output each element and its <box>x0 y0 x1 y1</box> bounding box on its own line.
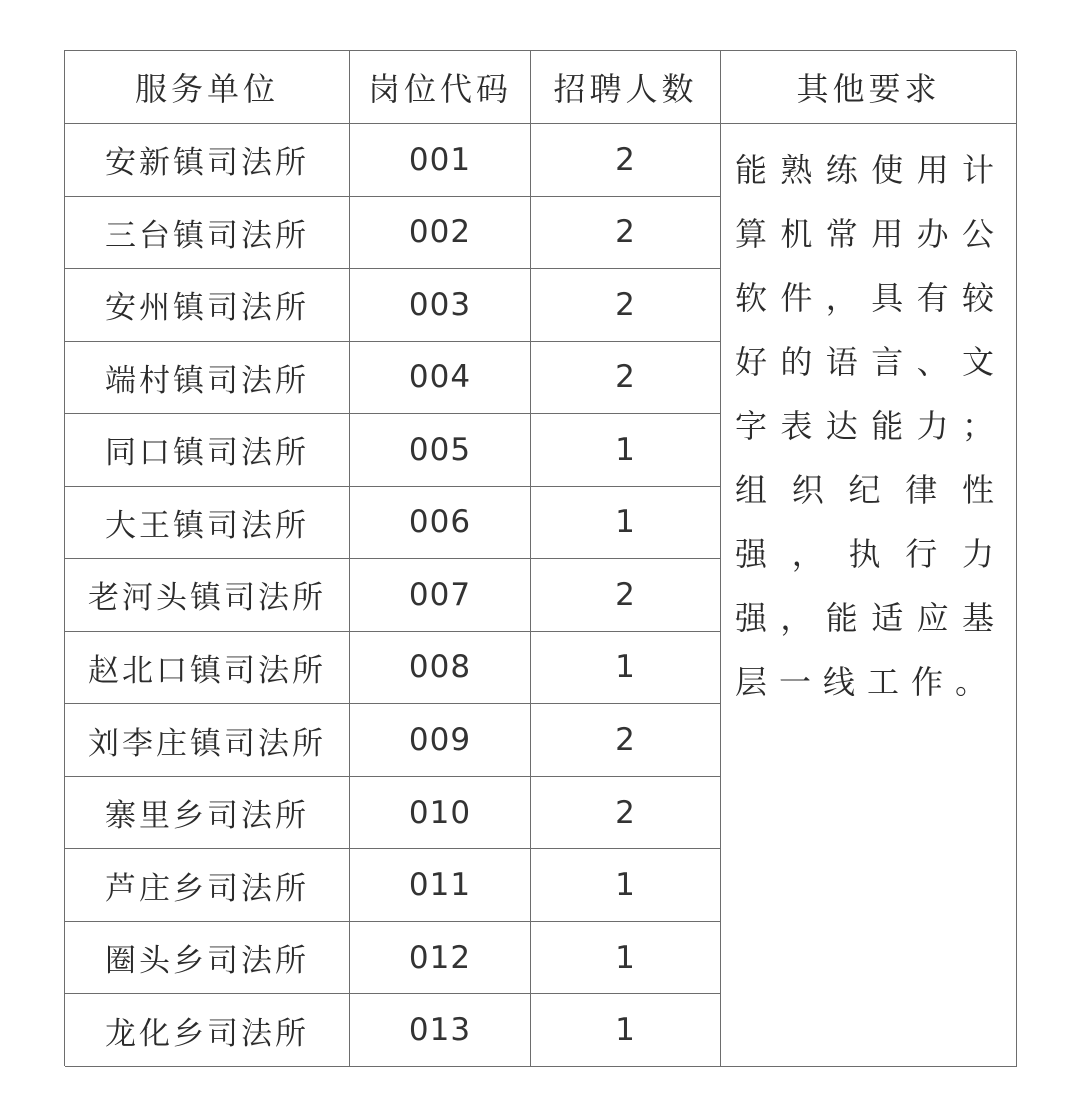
code-cell: 001 <box>350 124 531 197</box>
code-cell: 013 <box>350 994 531 1067</box>
unit-cell: 芦庄乡司法所 <box>65 849 350 922</box>
count-cell: 2 <box>531 342 721 415</box>
count-cell: 2 <box>531 269 721 342</box>
code-cell: 002 <box>350 197 531 270</box>
unit-cell: 寨里乡司法所 <box>65 777 350 850</box>
count-cell: 2 <box>531 559 721 632</box>
unit-cell: 赵北口镇司法所 <box>65 632 350 705</box>
code-cell: 006 <box>350 487 531 560</box>
count-cell: 1 <box>531 849 721 922</box>
count-cell: 1 <box>531 487 721 560</box>
code-cell: 012 <box>350 922 531 995</box>
count-cell: 1 <box>531 922 721 995</box>
unit-cell: 安新镇司法所 <box>65 124 350 197</box>
header-unit: 服务单位 <box>65 51 350 124</box>
unit-cell: 龙化乡司法所 <box>65 994 350 1067</box>
unit-cell: 圈头乡司法所 <box>65 922 350 995</box>
code-cell: 008 <box>350 632 531 705</box>
unit-cell: 同口镇司法所 <box>65 414 350 487</box>
code-cell: 005 <box>350 414 531 487</box>
count-cell: 1 <box>531 632 721 705</box>
unit-cell: 三台镇司法所 <box>65 197 350 270</box>
unit-cell: 安州镇司法所 <box>65 269 350 342</box>
recruitment-table <box>64 50 1016 1066</box>
header-code: 岗位代码 <box>350 51 531 124</box>
requirements-cell: 能熟练使用计算机常用办公软件，具有较好的语言、文字表达能力；组织纪律性强，执行力强，能适应基层一线工作。 <box>721 124 1017 1067</box>
count-cell: 1 <box>531 994 721 1067</box>
count-cell: 1 <box>531 414 721 487</box>
count-cell: 2 <box>531 124 721 197</box>
header-requirements: 其他要求 <box>721 51 1017 124</box>
count-cell: 2 <box>531 197 721 270</box>
unit-cell: 大王镇司法所 <box>65 487 350 560</box>
header-count: 招聘人数 <box>531 51 721 124</box>
code-cell: 010 <box>350 777 531 850</box>
unit-cell: 端村镇司法所 <box>65 342 350 415</box>
code-cell: 004 <box>350 342 531 415</box>
code-cell: 009 <box>350 704 531 777</box>
count-cell: 2 <box>531 704 721 777</box>
unit-cell: 老河头镇司法所 <box>65 559 350 632</box>
code-cell: 007 <box>350 559 531 632</box>
count-cell: 2 <box>531 777 721 850</box>
code-cell: 011 <box>350 849 531 922</box>
code-cell: 003 <box>350 269 531 342</box>
unit-cell: 刘李庄镇司法所 <box>65 704 350 777</box>
